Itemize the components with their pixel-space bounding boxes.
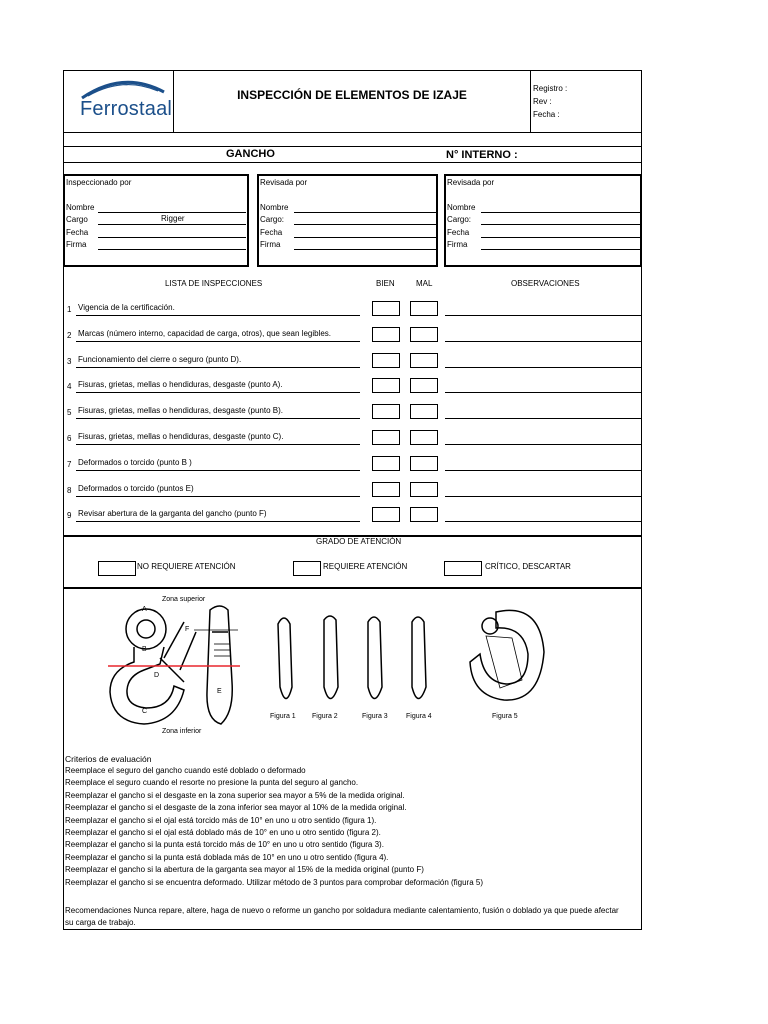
rev-label: Rev : (533, 97, 552, 106)
grado-option-requiere: REQUIERE ATENCIÓN (323, 562, 408, 571)
signer-field-cargo: Cargo: (447, 215, 472, 224)
grado-bottom-line (63, 587, 642, 589)
observaciones-line[interactable] (445, 315, 641, 316)
figura-3-label: Figura 3 (362, 713, 388, 720)
figura-2-label: Figura 2 (312, 713, 338, 720)
checklist-item-underline (76, 418, 360, 419)
observaciones-line[interactable] (445, 392, 641, 393)
checkbox-mal[interactable] (410, 482, 438, 497)
signer-field-firma: Firma (260, 240, 281, 249)
signer-field-firma: Firma (66, 240, 87, 249)
signer-line (294, 212, 436, 213)
checklist-item-underline (76, 367, 360, 368)
checklist-item-underline (76, 444, 360, 445)
logo-text: Ferrostaal (80, 98, 173, 120)
signer-line (481, 237, 640, 238)
interno-label: N° INTERNO : (446, 149, 518, 161)
checklist-item-underline (76, 496, 360, 497)
checklist-item-number: 3 (67, 357, 72, 366)
signer-line (481, 212, 640, 213)
point-label-c: C (142, 708, 148, 715)
observaciones-line[interactable] (445, 367, 641, 368)
checklist-col-mal: MAL (416, 279, 433, 288)
checklist-item-number: 9 (67, 511, 72, 520)
signer-line (98, 237, 246, 238)
checklist-item-text: Vigencia de la certificación. (78, 303, 175, 312)
checklist-col-obs: OBSERVACIONES (511, 279, 580, 288)
criterio-line: Reemplazar el gancho si el ojal está torcido más de 10° en uno u otro sentido (figura 1). (65, 815, 377, 825)
form-title: INSPECCIÓN DE ELEMENTOS DE IZAJE (237, 88, 467, 102)
checkbox-bien[interactable] (372, 456, 400, 471)
checklist-item-text: Fisuras, grietas, mellas o hendiduras, desgaste (punto B). (78, 406, 283, 415)
checklist-col-list: LISTA DE INSPECCIONES (165, 279, 263, 288)
checklist-item-number: 6 (67, 434, 72, 443)
point-label-d: D (154, 672, 160, 679)
point-label-b: B (142, 646, 147, 653)
checklist-item-text: Marcas (número interno, capacidad de carga, otros), que sean legibles. (78, 329, 332, 338)
criterio-line: Reemplazar el gancho si el desgaste en la zona superior sea mayor a 5% de la medida original. (65, 790, 405, 800)
checkbox-bien[interactable] (372, 353, 400, 368)
criterio-line: Reemplazar el gancho si se encuentra deformado. Utilizar método de 3 puntos para comprobar deformación (figura 5) (65, 877, 483, 887)
checklist-col-bien: BIEN (376, 279, 395, 288)
checkbox-bien[interactable] (372, 507, 400, 522)
checkbox-mal[interactable] (410, 353, 438, 368)
checklist-item-underline (76, 315, 360, 316)
point-label-e: E (217, 688, 222, 695)
checklist-item-number: 1 (67, 305, 72, 314)
checklist-item-number: 8 (67, 486, 72, 495)
signer-field-cargo: Cargo (66, 215, 88, 224)
observaciones-line[interactable] (445, 496, 641, 497)
checklist-item-underline (76, 341, 360, 342)
checklist-item-text: Fisuras, grietas, mellas o hendiduras, desgaste (punto C). (78, 432, 284, 441)
registro-label: Registro : (533, 84, 568, 93)
signer-field-cargo: Cargo: (260, 215, 285, 224)
signer-field-fecha: Fecha (260, 228, 283, 237)
observaciones-line[interactable] (445, 444, 641, 445)
figura-5-label: Figura 5 (492, 713, 518, 720)
checkbox-mal[interactable] (410, 430, 438, 445)
grado-checkbox-no-requiere[interactable] (98, 561, 136, 576)
figura-4-label: Figura 4 (406, 713, 432, 720)
signer-line (294, 224, 436, 225)
checklist-item-text: Revisar abertura de la garganta del gancho (punto F) (78, 509, 267, 518)
checkbox-bien[interactable] (372, 404, 400, 419)
signer-title: Inspeccionado por (66, 178, 132, 187)
checkbox-mal[interactable] (410, 404, 438, 419)
checklist-item-underline (76, 521, 360, 522)
checkbox-bien[interactable] (372, 327, 400, 342)
grado-option-no-requiere: NO REQUIERE ATENCIÓN (137, 562, 236, 571)
signer-field-nombre: Nombre (66, 203, 95, 212)
criterio-line: Reemplazar el gancho si el desgaste de la zona inferior sea mayor al 10% de la medida original. (65, 803, 407, 813)
checklist-item-text: Deformados o torcido (puntos E) (78, 484, 194, 493)
checkbox-bien[interactable] (372, 482, 400, 497)
signer-field-fecha: Fecha (66, 228, 89, 237)
grado-checkbox-critico[interactable] (444, 561, 482, 576)
zona-superior-label: Zona superior (162, 596, 206, 603)
recomendaciones-line-1: Recomendaciones Nunca repare, altere, haga de nuevo o reforme un gancho por soldadura mediante calentamiento, fusión o doblado ya que puede afectar (65, 906, 619, 915)
signer-title: Revisada por (260, 178, 308, 187)
grado-checkbox-requiere[interactable] (293, 561, 321, 576)
signer-line (98, 249, 246, 250)
observaciones-line[interactable] (445, 470, 641, 471)
checkbox-bien[interactable] (372, 301, 400, 316)
checklist-item-text: Fisuras, grietas, mellas o hendiduras, desgaste (punto A). (78, 380, 283, 389)
fecha-label: Fecha : (533, 110, 560, 119)
signer-title: Revisada por (447, 178, 495, 187)
criterio-line: Reemplace el seguro cuando el resorte no presione la punta del seguro al gancho. (65, 778, 359, 788)
observaciones-line[interactable] (445, 418, 641, 419)
criterios-title: Criterios de evaluación (65, 754, 152, 764)
element-label: GANCHO (226, 148, 275, 160)
checkbox-mal[interactable] (410, 327, 438, 342)
checkbox-mal[interactable] (410, 456, 438, 471)
hook-diagram (100, 592, 560, 742)
signer-line (98, 224, 246, 225)
checklist-item-number: 5 (67, 408, 72, 417)
signer-line (98, 212, 246, 213)
signer-line (481, 224, 640, 225)
checkbox-bien[interactable] (372, 430, 400, 445)
checklist-item-text: Funcionamiento del cierre o seguro (punto D). (78, 355, 242, 364)
observaciones-line[interactable] (445, 341, 641, 342)
checklist-item-underline (76, 470, 360, 471)
checkbox-mal[interactable] (410, 378, 438, 393)
point-label-a: A (142, 606, 147, 613)
element-row-line (63, 162, 642, 163)
grado-title: GRADO DE ATENCIÓN (316, 537, 402, 546)
registro-divider (530, 70, 531, 132)
checkbox-mal[interactable] (410, 301, 438, 316)
recomendaciones-line-2: su carga de trabajo. (65, 918, 136, 927)
signer-line (294, 249, 436, 250)
signer-line (481, 249, 640, 250)
company-logo (78, 76, 173, 124)
checklist-item-text: Deformados o torcido (punto B ) (78, 458, 192, 467)
header-bottom-line (63, 132, 642, 133)
checklist-item-underline (76, 392, 360, 393)
signer-field-firma: Firma (447, 240, 468, 249)
criterio-line: Reemplazar el gancho si la abertura de la garganta sea mayor al 15% de la medida original (punto F) (65, 865, 424, 875)
point-label-f: F (185, 626, 190, 633)
signer-field-nombre: Nombre (260, 203, 289, 212)
zona-inferior-label: Zona inferior (162, 728, 202, 735)
criterio-line: Reemplazar el gancho si la punta está doblada más de 10° en uno u otro sentido (figura 4). (65, 852, 389, 862)
criterio-line: Reemplazar el gancho si el ojal está doblado más de 10° en uno u otro sentido (figura 2). (65, 828, 381, 837)
header-bottom-line-2 (63, 146, 642, 147)
checkbox-bien[interactable] (372, 378, 400, 393)
signer-field-nombre: Nombre (447, 203, 476, 212)
checklist-item-number: 7 (67, 460, 72, 469)
criterio-line: Reemplace el seguro del gancho cuando esté doblado o deformado (65, 766, 306, 775)
signer-field-fecha: Fecha (447, 228, 470, 237)
criterio-line: Reemplazar el gancho si la punta está torcido más de 10° en uno u otro sentido (figura 3). (65, 840, 384, 850)
signer-cargo-value: Rigger (161, 214, 185, 223)
observaciones-line[interactable] (445, 521, 641, 522)
grado-option-critico: CRÍTICO, DESCARTAR (485, 562, 571, 571)
signer-line (294, 237, 436, 238)
checklist-item-number: 4 (67, 382, 72, 391)
checklist-item-number: 2 (67, 331, 72, 340)
checkbox-mal[interactable] (410, 507, 438, 522)
figura-1-label: Figura 1 (270, 713, 296, 720)
